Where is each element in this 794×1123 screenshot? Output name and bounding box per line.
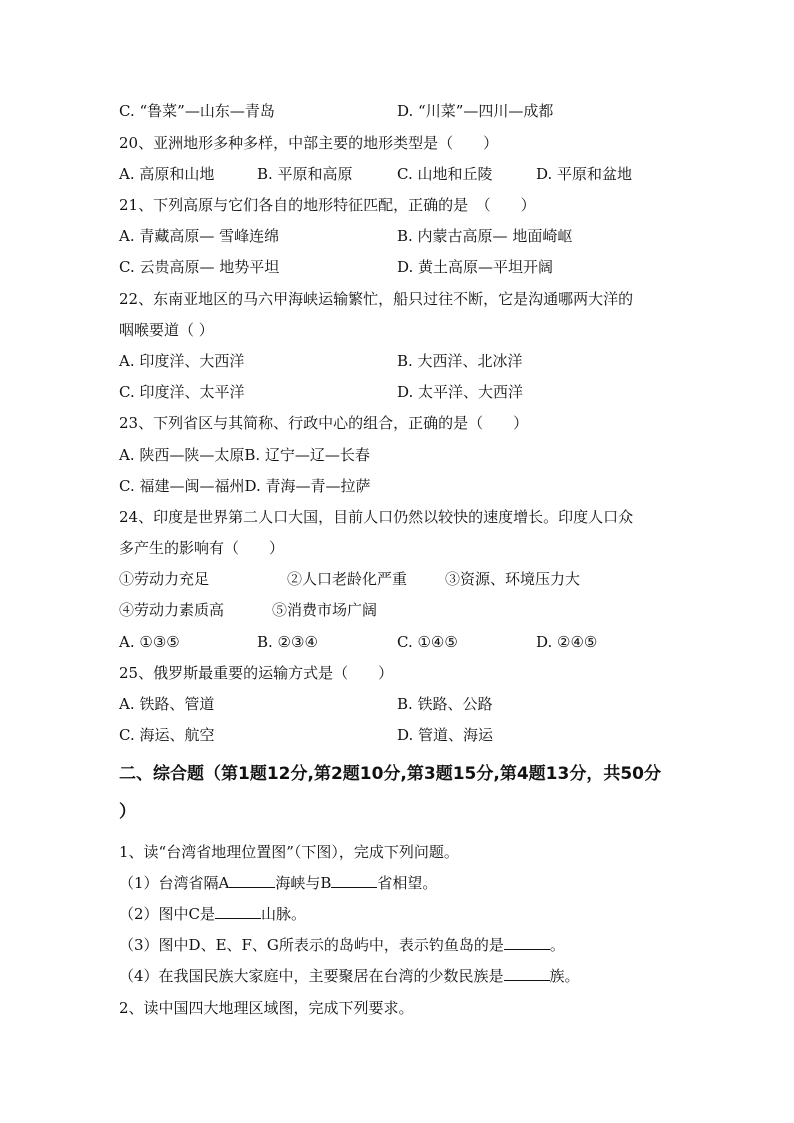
q25-option-a: A. 铁路、管道 — [119, 695, 215, 713]
c1-part3: （3）图中D、E、F、G所表示的岛屿中，表示钓鱼岛的是 。 — [119, 936, 565, 954]
q25-options-cd — [119, 725, 494, 745]
q24-statement-4: ④劳动力素质高 — [119, 601, 225, 619]
q24-stem-line2: 多产生的影响有（ ） — [119, 539, 285, 557]
q24-option-a: A. ①③⑤ — [119, 633, 180, 651]
q23-stem: 23、下列省区与其简称、行政中心的组合，正确的是（ ） — [119, 414, 529, 432]
q22-option-a: A. 印度洋、大西洋 — [119, 352, 245, 370]
q24-option-b: B. ②③④ — [257, 633, 318, 651]
q24-statement-3: ③资源、环境压力大 — [445, 570, 581, 588]
q22-option-b: B. 大西洋、北冰洋 — [397, 352, 523, 370]
c1-part2: （2）图中C是 山脉。 — [119, 905, 307, 923]
q25-options-ab — [119, 694, 493, 714]
q21-option-b: B. 内蒙古高原— 地面崎岖 — [397, 227, 573, 245]
q24-statement-1: ①劳动力充足 — [119, 570, 210, 588]
section-2-title: 二、综合题（第1题12分,第2题10分,第3题15分,第4题13分，共50分 — [119, 764, 661, 784]
q22-option-c: C. 印度洋、太平洋 — [119, 383, 245, 401]
q21-option-a: A. 青藏高原— 雪峰连绵 — [119, 227, 280, 245]
q23-options-ab: A. 陕西—陕—太原B. 辽宁—辽—长春 — [119, 446, 370, 464]
q19-option-c: C. “鲁菜”—山东—青岛 — [119, 102, 275, 120]
answer-blank[interactable] — [229, 873, 275, 888]
q19-option-d: D. “川菜”—四川—成都 — [397, 102, 554, 120]
q25-option-c: C. 海运、航空 — [119, 726, 215, 744]
answer-blank[interactable] — [504, 935, 550, 950]
q22-options-cd — [119, 382, 524, 402]
q23-options-cd: C. 福建—闽—福州D. 青海—青—拉萨 — [119, 477, 371, 495]
q25-option-b: B. 铁路、公路 — [397, 695, 493, 713]
section-2-title-close: ） — [119, 802, 136, 822]
q20-stem: 20、亚洲地形多种多样，中部主要的地形类型是（ ） — [119, 134, 499, 152]
q21-options-cd — [119, 257, 554, 277]
q20-option-d: D. 平原和盆地 — [536, 165, 633, 183]
c1-part1: （1）台湾省隔A 海峡与B 省相望。 — [119, 874, 438, 892]
q20-option-c: C. 山地和丘陵 — [397, 165, 493, 183]
c1-stem: 1、读“台湾省地理位置图”（下图），完成下列问题。 — [119, 843, 459, 861]
q22-options-ab — [119, 351, 523, 371]
q21-option-d: D. 黄土高原—平坦开阔 — [397, 258, 554, 276]
q22-option-d: D. 太平洋、大西洋 — [397, 383, 524, 401]
c2-stem: 2、读中国四大地理区域图，完成下列要求。 — [119, 999, 414, 1017]
q21-option-c: C. 云贵高原— 地势平坦 — [119, 258, 280, 276]
q24-option-d: D. ②④⑤ — [536, 633, 598, 651]
c1-part4: （4）在我国民族大家庭中，主要聚居在台湾的少数民族是 族。 — [119, 967, 580, 985]
q25-stem: 25、俄罗斯最重要的运输方式是（ ） — [119, 664, 394, 682]
q24-statement-5: ⑤消费市场广阔 — [272, 601, 378, 619]
q25-option-d: D. 管道、海运 — [397, 726, 494, 744]
q24-stem-line1: 24、印度是世界第二人口大国，目前人口仍然以较快的速度增长。印度人口众 — [119, 508, 634, 526]
q24-option-c: C. ①④⑤ — [397, 633, 458, 651]
q20-option-a: A. 高原和山地 — [119, 165, 215, 183]
q24-statement-2: ②人口老龄化严重 — [287, 570, 408, 588]
q19-options-cd — [119, 101, 554, 121]
q22-stem-line1: 22、东南亚地区的马六甲海峡运输繁忙，船只过往不断，它是沟通哪两大洋的 — [119, 290, 634, 308]
q21-stem: 21、下列高原与它们各自的地形特征匹配，正确的是 （ ） — [119, 196, 536, 214]
q20-option-b: B. 平原和高原 — [257, 165, 353, 183]
answer-blank[interactable] — [215, 904, 261, 919]
answer-blank[interactable] — [331, 873, 377, 888]
q21-options-ab — [119, 226, 573, 246]
q22-stem-line2: 咽喉要道（ ） — [119, 321, 214, 339]
answer-blank[interactable] — [504, 966, 550, 981]
